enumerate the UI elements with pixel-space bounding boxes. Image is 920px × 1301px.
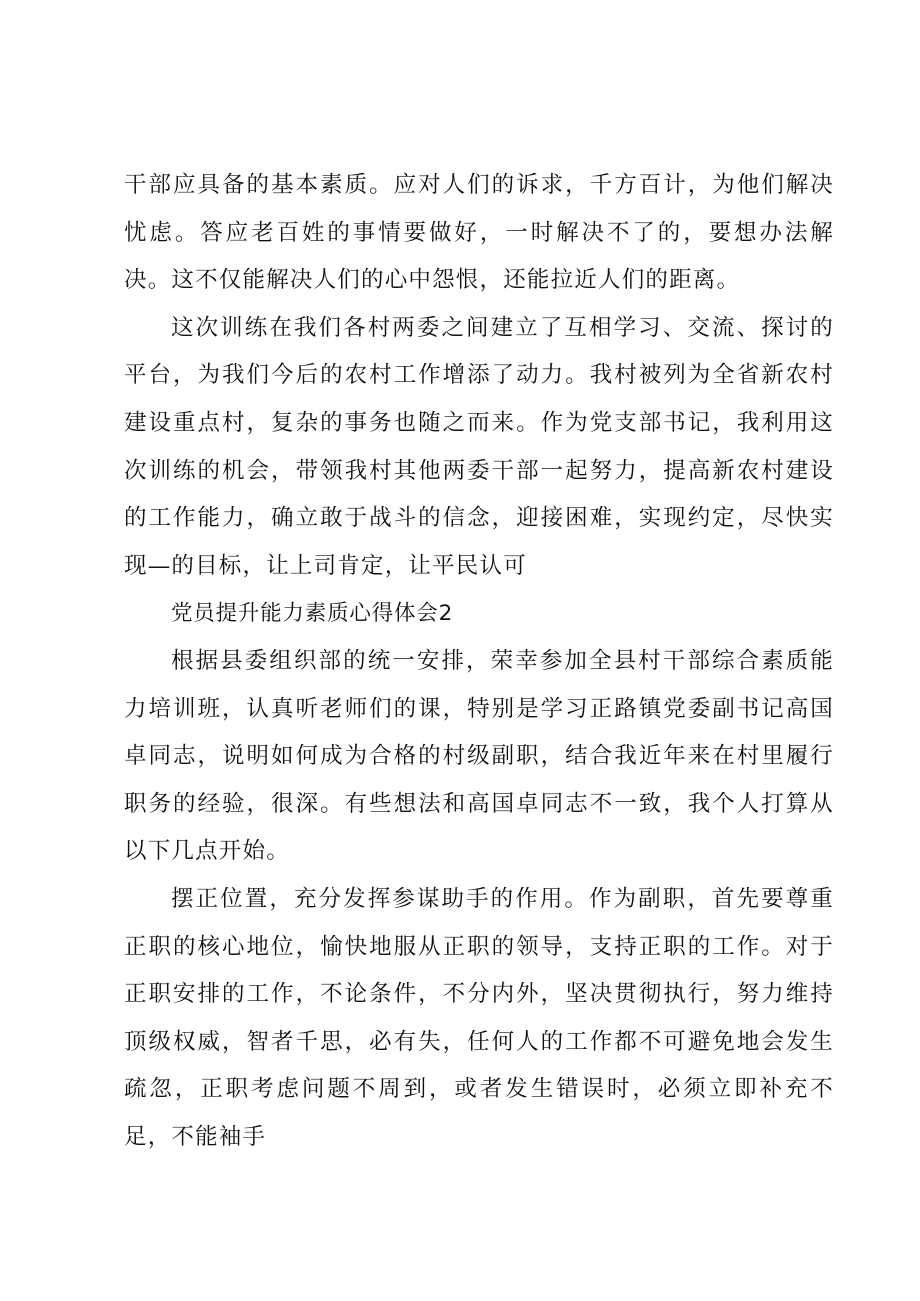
paragraph-continuation: 干部应具备的基本素质。应对人们的诉求，千方百计，为他们解决忧虑。答应老百姓的事情要做好，一时解决不了的，要想办法解决。这不仅能解决人们的心中怨恨，还能拉近人们的距离。 <box>124 172 834 294</box>
paragraph-training-class: 根据县委组织部的统一安排，荣幸参加全县村干部综合素质能力培训班，认真听老师们的课，特别是学习正路镇党委副书记高国卓同志，说明如何成为合格的村级副职，结合我近年来在村里履行职务的经验，很深。有些想法和高国卓同志不一致，我个人打算从以下几点开始。 <box>124 647 834 865</box>
document-body <box>124 162 834 1161</box>
paragraph-training-platform: 这次训练在我们各村两委之间建立了互相学习、交流、探讨的平台，为我们今后的农村工作增添了动力。我村被列为全省新农村建设重点村，复杂的事务也随之而来。作为党支部书记，我利用这次训练的机会，带领我村其他两委干部一起努力，提高新农村建设的工作能力，确立敢于战斗的信念，迎接困难，实现约定，尽快实现—的目标，让上司肯定，让平民认可 <box>124 314 834 579</box>
section-heading: 党员提升能力素质心得体会2 <box>171 601 454 627</box>
paragraph-assistant-role: 摆正位置，充分发挥参谋助手的作用。作为副职，首先要尊重正职的核心地位，愉快地服从正职的领导，支持正职的工作。对于正职安排的工作，不论条件，不分内外，坚决贯彻执行，努力维持顶级权威，智者千思，必有失，任何人的工作都不可避免地会发生疏忽，正职考虑问题不周到，或者发生错误时，必须立即补充不足，不能袖手 <box>124 885 834 1150</box>
